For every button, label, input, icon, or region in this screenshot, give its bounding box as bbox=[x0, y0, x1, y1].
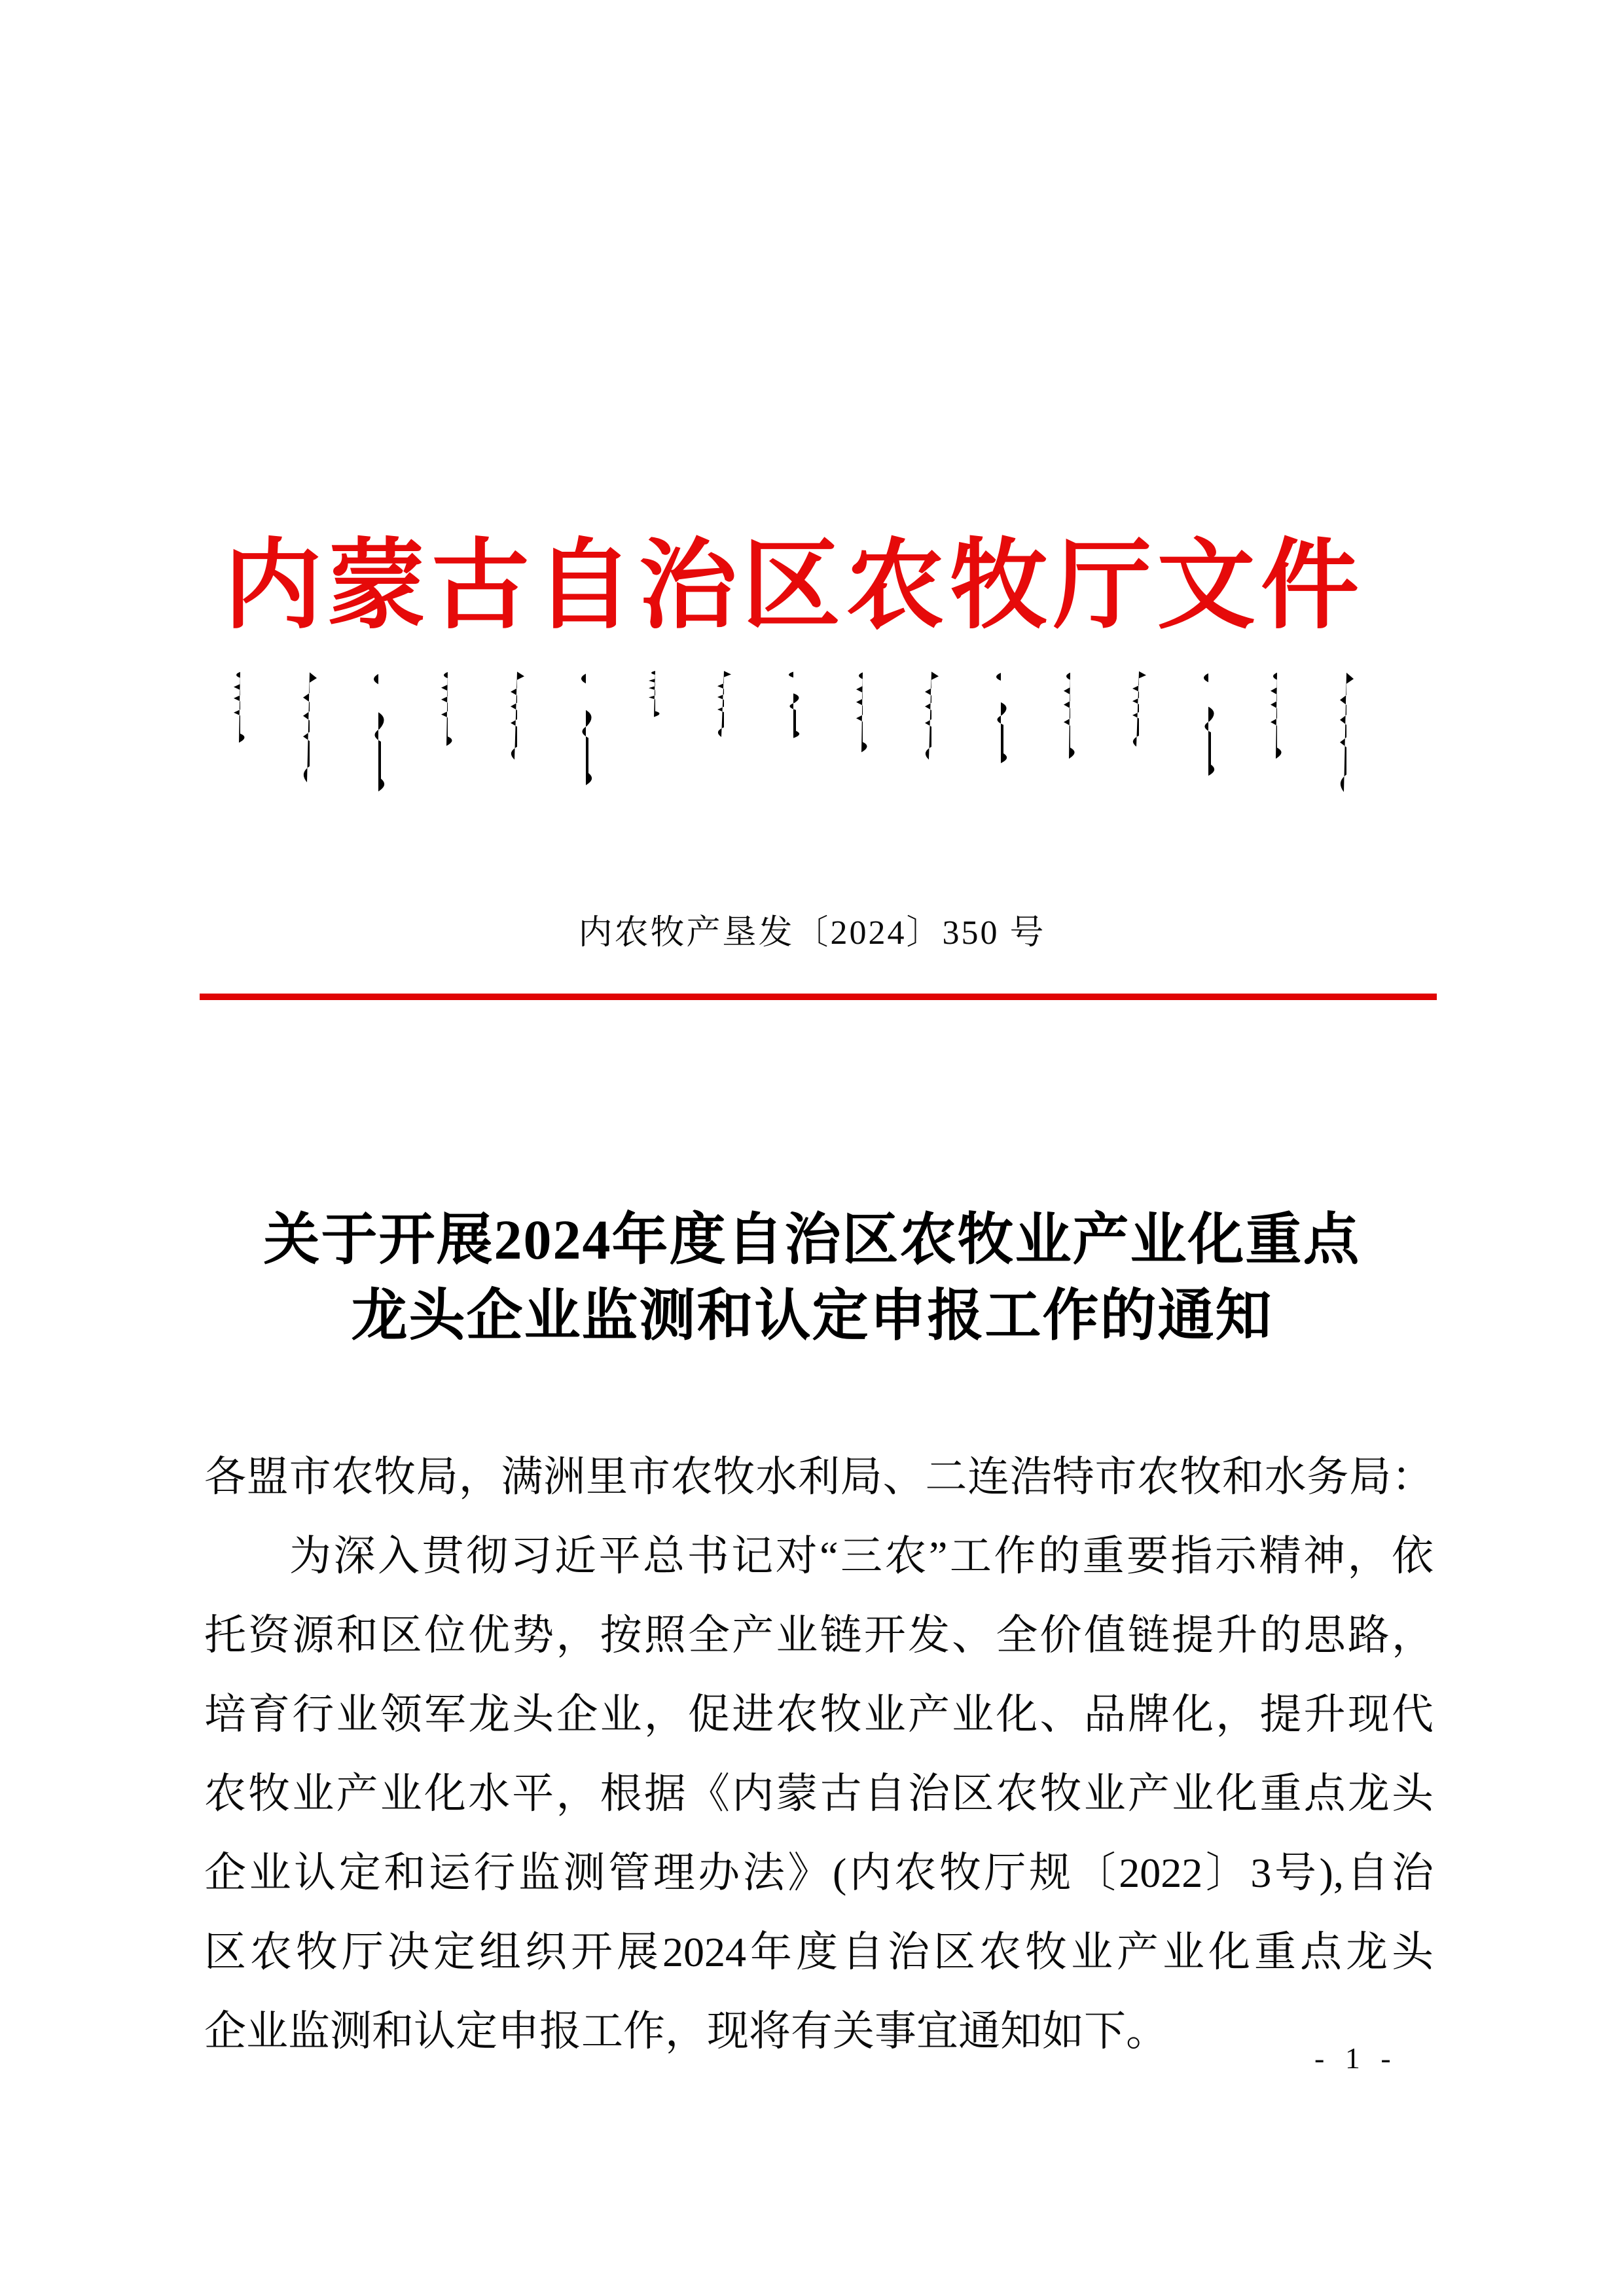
mongolian-script-icon bbox=[782, 669, 804, 741]
document-body bbox=[204, 1437, 1434, 2071]
body-line: 托资源和区位优势，按照全产业链开发、全价值链提升的思路， bbox=[204, 1612, 1434, 1659]
mongolian-script-icon bbox=[1128, 669, 1150, 747]
mongolian-script-icon bbox=[575, 669, 597, 790]
mongolian-script-icon bbox=[1335, 669, 1358, 793]
mongolian-script-icon bbox=[713, 669, 735, 738]
body-line: 区农牧厅决定组织开展2024年度自治区农牧业产业化重点龙头 bbox=[204, 1929, 1434, 1975]
notice-title bbox=[0, 1202, 1624, 1354]
mongolian-script-icon bbox=[644, 669, 666, 718]
mongolian-script-icon bbox=[367, 669, 389, 797]
body-line: 企业监测和认定申报工作，现将有关事宜通知如下。 bbox=[204, 2008, 1168, 2054]
page-number: - 1 - bbox=[1314, 2041, 1398, 2075]
body-line: 企业认定和运行监测管理办法》(内农牧厅规〔2022〕3号),自治 bbox=[204, 1850, 1434, 1896]
body-line: 农牧业产业化水平，根据《内蒙古自治区农牧业产业化重点龙头 bbox=[204, 1770, 1434, 1817]
mongolian-script-icon bbox=[1059, 669, 1081, 761]
mongolian-script-icon bbox=[229, 669, 251, 744]
mongolian-script-decoration bbox=[229, 669, 1358, 800]
mongolian-script-icon bbox=[437, 669, 459, 747]
red-divider-line bbox=[200, 994, 1437, 1000]
body-line: 为深入贯彻习近平总书记对“三农”工作的重要指示精神，依 bbox=[289, 1533, 1434, 1579]
body-line: 培育行业领军龙头企业，促进农牧业产业化、品牌化，提升现代 bbox=[204, 1691, 1434, 1738]
mongolian-script-icon bbox=[506, 669, 528, 761]
notice-title-line-1: 关于开展2024年度自治区农牧业产业化重点 bbox=[263, 1208, 1361, 1271]
mongolian-script-icon bbox=[1266, 669, 1288, 761]
mongolian-script-icon bbox=[852, 669, 874, 754]
body-line: 各盟市农牧局，满洲里市农牧水利局、二连浩特市农牧和水务局： bbox=[204, 1454, 1434, 1500]
document-masthead-title: 内蒙古自治区农牧厅文件 bbox=[224, 532, 1360, 641]
mongolian-script-icon bbox=[920, 669, 943, 761]
mongolian-script-icon bbox=[1197, 669, 1219, 780]
mongolian-script-icon bbox=[298, 669, 321, 783]
document-number: 内农牧产垦发〔2024〕350 号 bbox=[578, 914, 1046, 952]
mongolian-script-icon bbox=[990, 669, 1012, 767]
notice-title-line-2: 龙头企业监测和认定申报工作的通知 bbox=[351, 1284, 1273, 1347]
